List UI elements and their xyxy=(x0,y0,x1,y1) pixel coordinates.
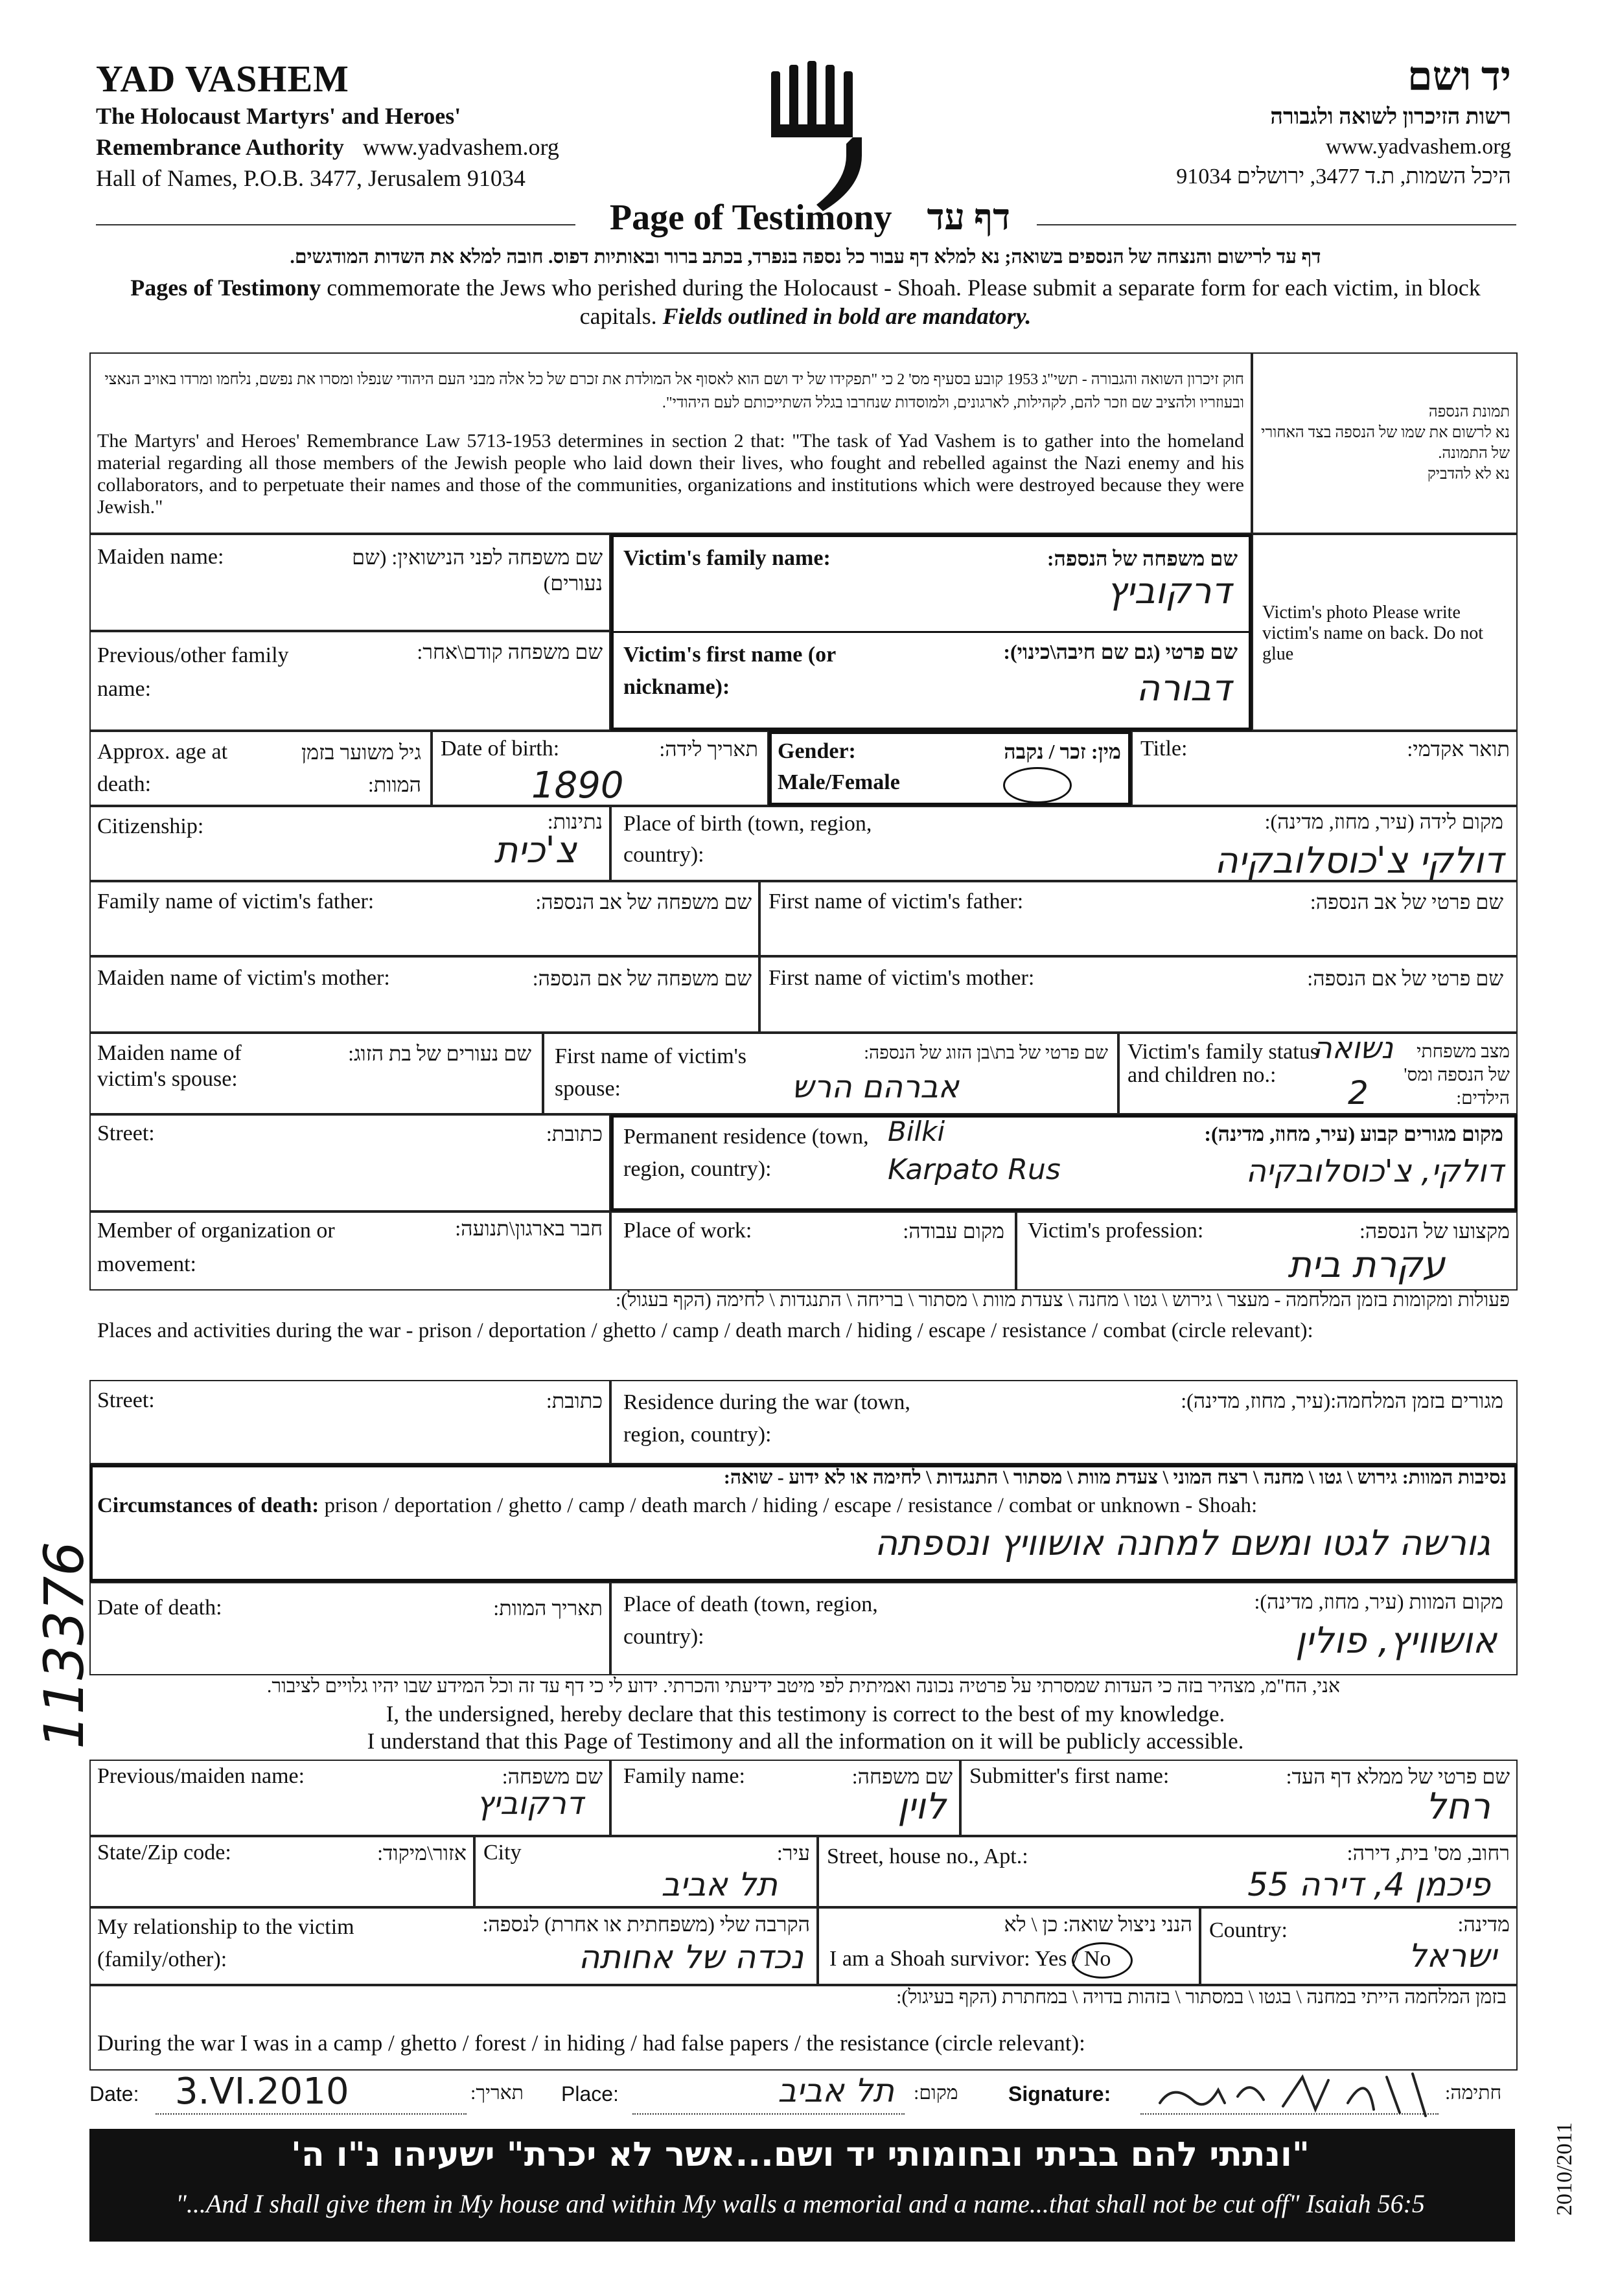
submitter-family-value: לוין xyxy=(897,1785,946,1828)
intro-en xyxy=(96,273,1515,330)
submitter-relationship-label: My relationship to the victim (family/other): xyxy=(97,1915,354,1971)
submitter-war-he: בזמן המלחמה הייתי במחנה \ בגטו \ במסתור \ בזהות בדויה \ במחתרת (הקף בעיגול): xyxy=(896,1986,1507,2008)
photo-he-2: נא לרשום את שמו של הנספה בצד האחורי של התמונה. xyxy=(1261,424,1510,462)
org-subtitle-he: רשות הזיכרון לשואה ולגבורה xyxy=(1270,105,1511,129)
father-first-label: First name of victim's father: xyxy=(769,890,1024,913)
circumstances-value: גורשה לגטו ומשם למחנה אושוויץ ונספתה xyxy=(874,1522,1490,1563)
spouse-first-label-he: שם פרטי של בת\בן הזוג של הנספה: xyxy=(864,1043,1108,1063)
war-residence-label-he: מגורים בזמן המלחמה:(עיר, מחוז, מדינה): xyxy=(1181,1389,1503,1412)
citizenship-label: Citizenship: xyxy=(97,814,204,838)
header-rule-left xyxy=(96,224,575,225)
female-circle-mark xyxy=(1003,767,1072,803)
org-name-he: יד ושם xyxy=(1407,55,1511,99)
dob-value: 1890 xyxy=(531,764,624,807)
first-name-label-he: שם פרטי (גם שם חיבה\כינוי): xyxy=(1003,640,1238,663)
circumstances-label-he: נסיבות המוות: גירוש \ גטו \ מחנה \ רצח המוני \ צעדת מוות \ מסתור \ התנגדות \ לחימה או לא ידוע - שואה: xyxy=(723,1467,1507,1488)
submitter-first-value: רחל xyxy=(1425,1785,1490,1828)
date-label-he: תאריך: xyxy=(470,2082,524,2104)
page-title xyxy=(583,197,1037,238)
pod-value: אושוויץ, פולין xyxy=(1295,1620,1497,1662)
family-first-divider xyxy=(610,631,1252,633)
family-name-label: Victim's family name: xyxy=(623,546,831,570)
prev-family-label-he: שם משפחה קודם\אחר: xyxy=(417,640,603,663)
citizenship-value: צ'כית xyxy=(494,829,577,871)
dod-label-he: תאריך המוות: xyxy=(493,1596,603,1620)
submitter-first-label-he: שם פרטי של ממלא דף העד: xyxy=(1286,1765,1510,1788)
submitter-country-label: Country: xyxy=(1209,1918,1288,1942)
submitter-city-value: תל אביב xyxy=(661,1866,778,1903)
profession-label: Victim's profession: xyxy=(1028,1219,1204,1243)
date-value: 3.VI.2010 xyxy=(175,2071,349,2113)
residence-label: Permanent residence (town, region, country): xyxy=(623,1125,869,1181)
citizenship-label-he: נתינות: xyxy=(547,810,603,833)
spouse-first-label: First name of victim's spouse: xyxy=(555,1044,747,1101)
residence-value-he: דולקי, צ'כוסלובקיה xyxy=(1245,1153,1503,1189)
submitter-country-value: ישראל xyxy=(1408,1937,1497,1975)
family-name-value: דרקוביץ xyxy=(1106,570,1231,612)
activities-en: Places and activities during the war - prison / deportation / ghetto / camp / death march / hiding / escape / resistance / combat (circle relevant): xyxy=(97,1319,1313,1342)
gender-label: Gender: Male/Female xyxy=(778,739,900,794)
pob-label: Place of birth (town, region, country): xyxy=(623,812,872,867)
place-label-he: מקום: xyxy=(914,2082,958,2104)
submitter-survivor-label: I am a Shoah survivor: Yes / No xyxy=(829,1947,1111,1971)
mother-first-label-he: שם פרטי של אם הנספה: xyxy=(1307,967,1503,990)
work-label-he: מקום עבודה: xyxy=(903,1219,1004,1243)
first-name-label: Victim's first name (or nickname): xyxy=(623,643,836,699)
intro-mandatory: Fields outlined in bold are mandatory. xyxy=(662,303,1032,329)
pob-label-he: מקום לידה (עיר, מחוז, מדינה): xyxy=(1264,810,1503,833)
submitter-zip-label: State/Zip code: xyxy=(97,1841,231,1865)
spouse-maiden-label-he: שם נעורים של בת הזוג: xyxy=(348,1042,531,1065)
title-label-he: תואר אקדמי: xyxy=(1407,737,1510,761)
signature-label: Signature: xyxy=(1008,2082,1111,2106)
address-he: היכל השמות, ת.ד 3477, ירושלים 91034 xyxy=(1176,165,1511,189)
yad-vashem-logo xyxy=(765,58,875,214)
mother-maiden-label: Maiden name of victim's mother: xyxy=(97,966,390,990)
profession-value: עקרת בית xyxy=(1288,1244,1445,1286)
date-label: Date: xyxy=(89,2082,139,2106)
place-underline xyxy=(632,2113,905,2115)
address-en: Hall of Names, P.O.B. 3477, Jerusalem 91034 xyxy=(96,165,526,191)
circumstances-bold-label: Circumstances of death: xyxy=(97,1494,319,1517)
spouse-first-value: אברהם הרש xyxy=(792,1069,959,1105)
submitter-relationship-value: נכדה של אחותה xyxy=(578,1938,804,1976)
org-authority-en xyxy=(96,133,559,161)
photo-instructions-en: Victim's photo Please write victim's name on back. Do not glue xyxy=(1262,603,1483,664)
signature-image xyxy=(1153,2064,1439,2122)
residence-label-he: מקום מגורים קבוע (עיר, מחוז, מדינה): xyxy=(1204,1122,1503,1145)
website-he: www.yadvashem.org xyxy=(1325,135,1511,159)
spouse-maiden-label: Maiden name of victim's spouse: xyxy=(97,1041,242,1091)
title-label: Title: xyxy=(1140,737,1188,761)
dob-label: Date of birth: xyxy=(441,737,560,761)
profession-label-he: מקצועו של הנספה: xyxy=(1359,1219,1510,1243)
father-family-label-he: שם משפחה של אב הנספה: xyxy=(535,890,752,913)
pod-label-he: מקום המוות (עיר, מחוז, מדינה): xyxy=(1254,1590,1503,1613)
declaration-en-1: I, the undersigned, hereby declare that this testimony is correct to the best of my knowledge. xyxy=(386,1701,1225,1727)
org-authority-label: Remembrance Authority xyxy=(96,134,344,160)
children-count-value: 2 xyxy=(1348,1074,1369,1112)
dob-label-he: תאריך לידה: xyxy=(659,737,758,761)
work-label: Place of work: xyxy=(623,1219,752,1243)
submitter-prev-maiden-label: Previous/maiden name: xyxy=(97,1764,305,1788)
family-status-label: Victim's family status and children no.: xyxy=(1127,1040,1319,1087)
website-en: www.yadvashem.org xyxy=(362,134,559,160)
circumstances-label-en xyxy=(97,1494,1510,1518)
place-label: Place: xyxy=(561,2082,619,2106)
submitter-street-label-he: רחוב, מס' בית, דירה: xyxy=(1347,1841,1510,1865)
family-name-label-he: שם משפחה של הנספה: xyxy=(1046,547,1238,570)
mother-first-label: First name of victim's mother: xyxy=(769,966,1035,990)
residence-value-en-1: Bilki xyxy=(888,1116,945,1147)
first-name-value: דבורה xyxy=(1136,667,1231,709)
place-value: תל אביב xyxy=(778,2072,894,2109)
family-status-label-he: מצב משפחתי של הנספה ומס' הילדים: xyxy=(1404,1042,1510,1108)
photo-he-3: נא לא להדביק xyxy=(1427,466,1510,483)
intro-en-rest: commemorate the Jews who perished during the Holocaust - Shoah. Please submit a separate form for each victim, in block capitals. xyxy=(321,275,1481,329)
street-label: Street: xyxy=(97,1121,155,1145)
submitter-war-en: During the war I was in a camp / ghetto / forest / in hiding / had false papers / the resistance (circle relevant): xyxy=(97,2030,1085,2056)
circumstances-options: prison / deportation / ghetto / camp / death march / hiding / escape / resistance / combat or unknown - Shoah: xyxy=(319,1494,1258,1517)
father-family-label: Family name of victim's father: xyxy=(97,890,375,913)
photo-he-1: תמונת הנספה xyxy=(1428,404,1510,420)
submitter-survivor-label-he: הנני ניצול שואה: כן \ לא xyxy=(1004,1912,1192,1936)
activities-he: פעולות ומקומות בזמן המלחמה - מעצר \ גירוש \ גטו \ מחנה \ צעדת מוות \ מסתור \ בריחה \ התנגדות \ לחימה (הקף בעגול): xyxy=(616,1289,1510,1311)
page-title-en: Page of Testimony xyxy=(609,198,892,238)
date-underline xyxy=(156,2113,467,2115)
family-status-value: נשואה xyxy=(1312,1030,1393,1065)
org-subtitle-en: The Holocaust Martyrs' and Heroes' xyxy=(96,103,461,129)
street-label-he: כתובת: xyxy=(546,1122,603,1145)
org-name-en: YAD VASHEM xyxy=(96,58,349,100)
maiden-name-label: Maiden name: xyxy=(97,545,224,569)
gender-label-he: מין: זכר / נקבה xyxy=(1004,740,1121,763)
submitter-relationship-label-he: הקרבה שלי (משפחתית או אחרת) לנספה: xyxy=(482,1912,810,1936)
footer-quote-en: "...And I shall give them in My house and within My walls a memorial and a name...that shall not be cut off" Isaiah 56:5 xyxy=(176,2189,1425,2218)
dod-label: Date of death: xyxy=(97,1596,222,1620)
declaration-he: אני, הח"מ, מצהיר בזה כי העדות שמסרתי על פרטיה נכונה ואמיתית לפי מיטב ידיעתי והכרתי. ידוע לי כי דף עד זה וכל המידע שבו יהיו גלויים לציבור. xyxy=(266,1675,1341,1697)
submitter-family-label-he: שם משפחה: xyxy=(851,1765,953,1788)
margin-number: 113376 xyxy=(32,1541,96,1749)
father-first-label-he: שם פרטי של אב הנספה: xyxy=(1310,890,1503,913)
pob-value: דולקי צ'כוסלובקיה xyxy=(1214,840,1503,882)
submitter-prev-maiden-label-he: שם משפחה: xyxy=(502,1765,603,1788)
maiden-name-label-he: שם משפחה לפני הנישואין: (שם נעורים) xyxy=(352,545,603,595)
organization-label: Member of organization or movement: xyxy=(97,1219,335,1276)
submitter-zip-label-he: אזור\מיקוד: xyxy=(377,1841,467,1865)
page-title-he: דף עד xyxy=(927,198,1011,238)
signature-label-he: חתימה: xyxy=(1445,2082,1502,2104)
submitter-prev-maiden-value: דרקוביץ xyxy=(476,1785,583,1822)
submitter-family-label: Family name: xyxy=(623,1764,745,1788)
war-residence-label: Residence during the war (town, region, country): xyxy=(623,1390,910,1447)
prev-family-label: Previous/other family name: xyxy=(97,643,289,701)
header-rule-right xyxy=(1037,224,1516,225)
war-street-label-he: כתובת: xyxy=(546,1389,603,1412)
declaration-en-2: I understand that this Page of Testimony and all the information on it will be publicly accessible. xyxy=(367,1728,1244,1754)
age-label-he: גיל משוער בזמן המוות: xyxy=(301,740,421,796)
law-text-en: The Martyrs' and Heroes' Remembrance Law 5713-1953 determines in section 2 that: "The task of Yad Vashem is to gather into the homeland material regarding all those members of the Jewish people who laid down their lives, who fought and rebelled against the Nazi enemy and his collaborators, and to perpetuate their names and those of the communities, organizations and institutions which were destroyed because they were Jewish." xyxy=(97,430,1244,518)
footer-quote-he: "ונתתי להם בביתי ובחומותי יד ושם...אשר לא יכרת" ישעיהו נ"ו ה' xyxy=(291,2135,1310,2174)
organization-label-he: חבר בארגון\תנועה: xyxy=(455,1217,603,1240)
photo-instructions-he xyxy=(1257,402,1510,485)
mother-maiden-label-he: שם משפחה של אם הנספה: xyxy=(532,967,752,990)
age-label: Approx. age at death: xyxy=(97,740,228,796)
submitter-first-label: Submitter's first name: xyxy=(969,1764,1170,1788)
submitter-street-value: פיכמן 4, דירה 55 xyxy=(1247,1866,1490,1903)
law-text-he: חוק זיכרון השואה והגבורה - תשי"ג 1953 קובע בסעיף מס' 2 כי "תפקידו של יד ושם הוא לאסוף אל המולדת את זכרם של כל אלה מבני העם היהודי שנפלו ומסרו את נפשם, נלחמו ומרדו באויב הנאצי ובעוזריו ולהציב שם וזכר להם, לקהילות, לארגונים, ולמוסדות שנחרבו בגלל השתייכותם לעם היהודי". xyxy=(104,371,1244,411)
pod-label: Place of death (town, region, country): xyxy=(623,1592,878,1649)
submitter-street-label: Street, house no., Apt.: xyxy=(827,1844,1028,1868)
war-street-label: Street: xyxy=(97,1388,155,1412)
submitter-city-label: City xyxy=(483,1841,522,1865)
submitter-country-label-he: מדינה: xyxy=(1457,1912,1510,1936)
residence-value-en-2: Karpato Rus xyxy=(888,1153,1061,1186)
yes-circle-mark xyxy=(1072,1942,1133,1979)
intro-en-bold: Pages of Testimony xyxy=(130,275,321,301)
intro-he: דף עד לרישום והנצחה של הנספים בשואה; נא למלא דף עבור כל נספה בנפרד, בכתב ברור ובאותיות דפוס. חובה למלא את השדות המודגשים. xyxy=(290,246,1321,268)
form-version: 2010/2011 xyxy=(1553,2122,1577,2216)
submitter-city-label-he: עיר: xyxy=(776,1841,810,1865)
